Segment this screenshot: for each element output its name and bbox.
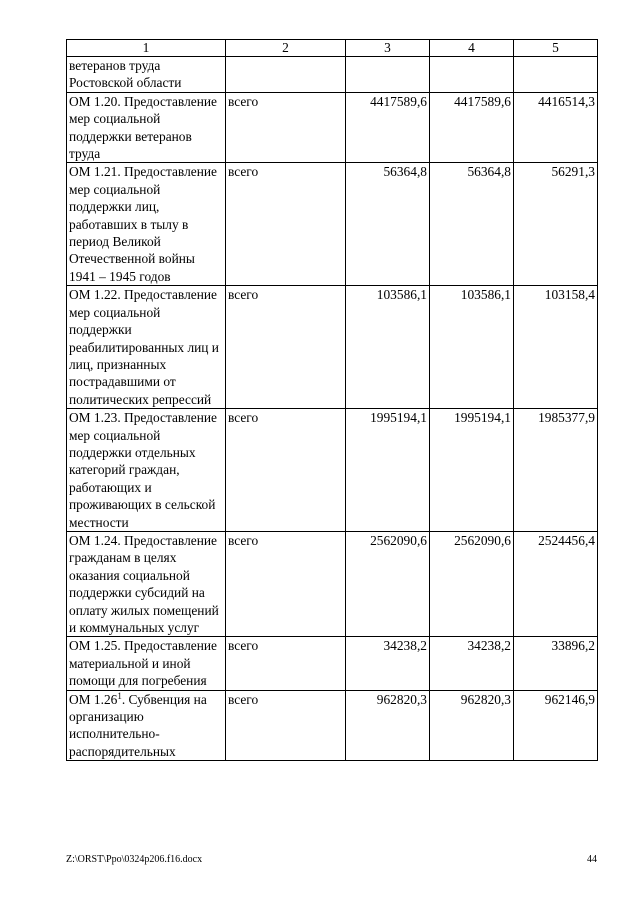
table-row xyxy=(67,409,598,532)
measure-name: ОМ 1.24. Предоставление гражданам в целях оказания социальной поддержки субсидий на оплату жилых помещений и коммунальных услуг xyxy=(67,531,226,636)
column-number-3: 3 xyxy=(346,40,430,57)
funding-kind: всего xyxy=(226,163,346,286)
measure-name-prefix: ОМ 1.26 xyxy=(69,691,118,707)
measure-name: ОМ 1.20. Предоставление мер социальной поддержки ветеранов труда xyxy=(67,92,226,163)
funding-kind: всего xyxy=(226,286,346,409)
table-row xyxy=(67,637,598,690)
column-number-row xyxy=(67,40,598,57)
value-col5: 33896,2 xyxy=(514,637,598,690)
measure-name: ОМ 1.21. Предоставление мер социальной поддержки лиц, работавших в тылу в период Великой Отечественной войны 1941 – 1945 годов xyxy=(67,163,226,286)
measure-name: ветеранов труда Ростовской области xyxy=(67,57,226,93)
measure-name: ОМ 1.22. Предоставление мер социальной поддержки реабилитированных лиц и лиц, признанных пострадавшими от политических репрессий xyxy=(67,286,226,409)
value-col3: 34238,2 xyxy=(346,637,430,690)
column-number-5: 5 xyxy=(514,40,598,57)
value-col3: 962820,3 xyxy=(346,690,430,761)
value-col5 xyxy=(514,57,598,93)
value-col4: 962820,3 xyxy=(430,690,514,761)
value-col4: 34238,2 xyxy=(430,637,514,690)
table-row xyxy=(67,57,598,93)
measure-name: ОМ 1.25. Предоставление материальной и иной помощи для погребения xyxy=(67,637,226,690)
measure-name-suffix: . Субвенция на организацию исполнительно-распорядительных xyxy=(69,691,207,759)
funding-kind: всего xyxy=(226,409,346,532)
value-col4 xyxy=(430,57,514,93)
measure-name: ОМ 1.23. Предоставление мер социальной поддержки отдельных категорий граждан, работающих и проживающих в сельской местности xyxy=(67,409,226,532)
document-path: Z:\ORST\Ppo\0324p206.f16.docx xyxy=(66,854,203,865)
funding-kind: всего xyxy=(226,690,346,761)
funding-kind xyxy=(226,57,346,93)
funding-kind: всего xyxy=(226,92,346,163)
value-col5: 1985377,9 xyxy=(514,409,598,532)
measure-name xyxy=(67,690,226,761)
value-col4: 4417589,6 xyxy=(430,92,514,163)
value-col5: 103158,4 xyxy=(514,286,598,409)
value-col3: 56364,8 xyxy=(346,163,430,286)
table-row xyxy=(67,690,598,761)
value-col4: 103586,1 xyxy=(430,286,514,409)
value-col4: 56364,8 xyxy=(430,163,514,286)
value-col3: 1995194,1 xyxy=(346,409,430,532)
value-col3: 2562090,6 xyxy=(346,531,430,636)
table-row xyxy=(67,163,598,286)
column-number-1: 1 xyxy=(67,40,226,57)
value-col4: 1995194,1 xyxy=(430,409,514,532)
column-number-2: 2 xyxy=(226,40,346,57)
value-col5: 962146,9 xyxy=(514,690,598,761)
funding-kind: всего xyxy=(226,531,346,636)
column-number-4: 4 xyxy=(430,40,514,57)
value-col4: 2562090,6 xyxy=(430,531,514,636)
page-number: 44 xyxy=(587,854,597,865)
value-col3: 4417589,6 xyxy=(346,92,430,163)
data-table xyxy=(66,39,598,761)
table-row xyxy=(67,92,598,163)
table-row xyxy=(67,286,598,409)
value-col5: 2524456,4 xyxy=(514,531,598,636)
value-col5: 56291,3 xyxy=(514,163,598,286)
table-row xyxy=(67,531,598,636)
value-col3: 103586,1 xyxy=(346,286,430,409)
value-col5: 4416514,3 xyxy=(514,92,598,163)
value-col3 xyxy=(346,57,430,93)
superscript-mark: 1 xyxy=(117,690,122,701)
funding-kind: всего xyxy=(226,637,346,690)
